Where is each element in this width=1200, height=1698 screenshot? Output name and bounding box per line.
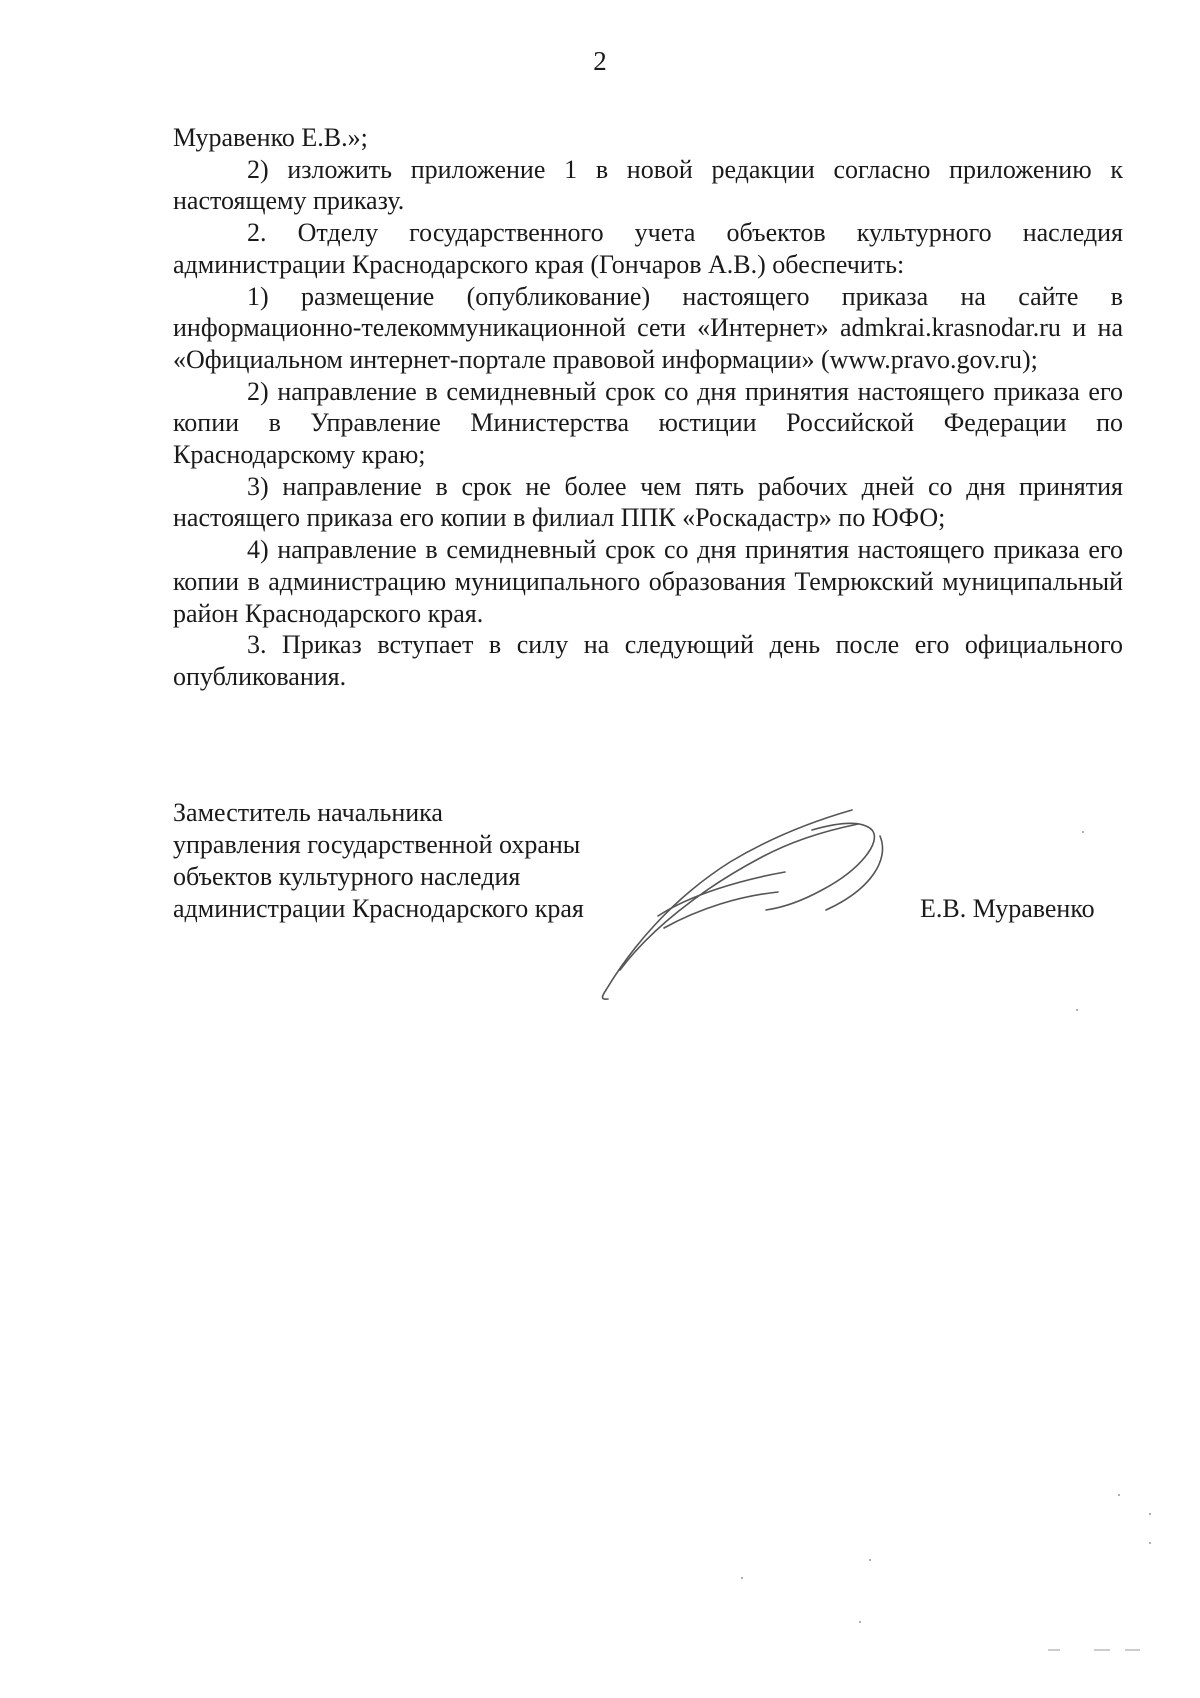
position-line: Заместитель начальника bbox=[173, 798, 443, 827]
handwritten-signature bbox=[590, 800, 920, 1000]
paragraph-point-2: 2. Отделу государственного учета объектов культурного наследия администрации Краснодарского края (Гончаров А.В.) обеспечить: bbox=[173, 218, 1123, 279]
position-line: администрации Краснодарского края bbox=[173, 894, 584, 923]
paragraph-point-2-4: 4) направление в семидневный срок со дня принятия настоящего приказа его копии в администрацию муниципального образования Темрюкский муниципальный район Краснодарского края. bbox=[173, 535, 1123, 628]
paragraph-item-2-appendix: 2) изложить приложение 1 в новой редакции согласно приложению к настоящему приказу. bbox=[173, 154, 1123, 216]
paragraph-continuation: Муравенко Е.В.»; bbox=[173, 123, 368, 152]
document-body bbox=[173, 122, 1123, 693]
paragraph-point-2-2: 2) направление в семидневный срок со дня принятия настоящего приказа его копии в Управление Министерства юстиции Российской Федерации по Краснодарскому краю; bbox=[173, 376, 1123, 470]
paragraph-point-2-3: 3) направление в срок не более чем пять рабочих дней со дня принятия настоящего приказа его копии в филиал ППК «Роскадастр» по ЮФО; bbox=[173, 471, 1123, 533]
signer-name: Е.В. Муравенко bbox=[920, 894, 1095, 923]
paragraph-point-3: 3. Приказ вступает в силу на следующий день после его официального опубликования. bbox=[173, 630, 1123, 691]
paragraph-point-2-1: 1) размещение (опубликование) настоящего приказа на сайте в информационно-телекоммуникационной сети «Интернет» admkrai.krasnodar.ru и на «Официальном интернет-портале правовой информации» (www.pravo.gov.ru); bbox=[173, 281, 1123, 374]
position-line: объектов культурного наследия bbox=[173, 862, 521, 891]
page-number: 2 bbox=[593, 46, 607, 76]
signatory-position bbox=[173, 797, 584, 925]
position-line: управления государственной охраны bbox=[173, 830, 581, 859]
